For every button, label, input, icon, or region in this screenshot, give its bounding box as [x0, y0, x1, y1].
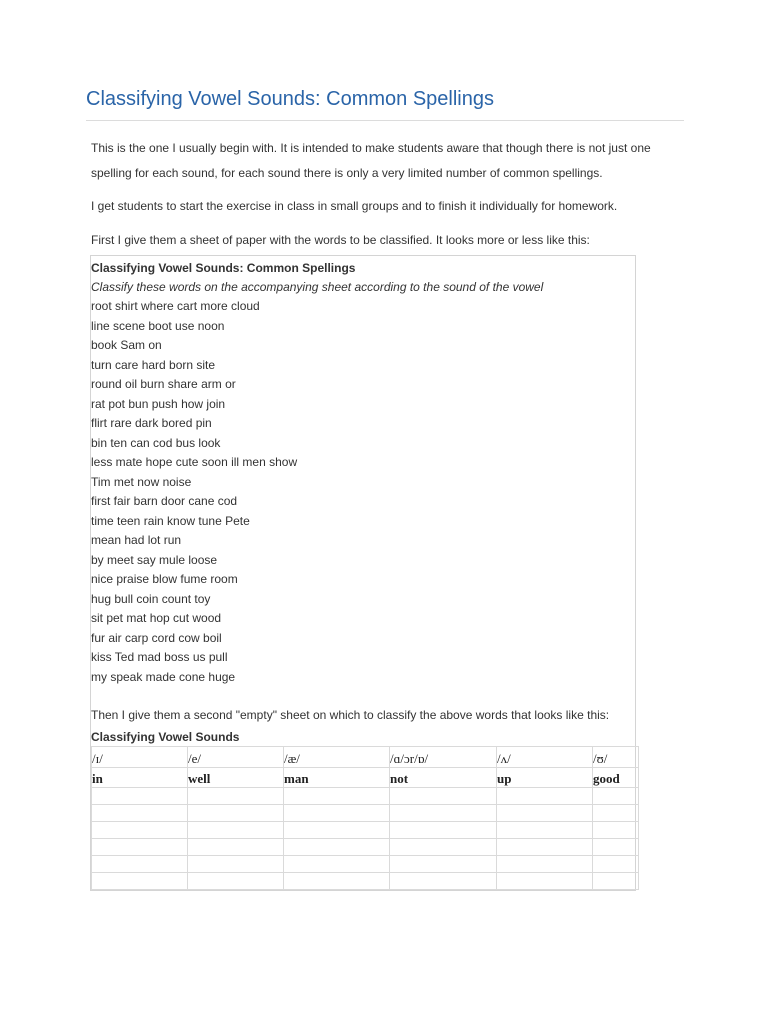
word-line: flirt rare dark bored pin — [91, 416, 212, 430]
word-line: by meet say mule loose — [91, 552, 218, 567]
table-cell — [284, 839, 390, 856]
word-line: my speak made cone huge — [91, 669, 236, 684]
word-line: fur air carp cord cow boil — [91, 630, 222, 645]
table-cell — [390, 873, 497, 890]
ipa-header: /ʌ/ — [497, 747, 593, 768]
table-cell — [593, 856, 639, 873]
key-word: in — [92, 768, 188, 788]
table-row — [92, 822, 639, 839]
word-line: mean had lot run — [91, 533, 182, 547]
key-word: not — [390, 768, 497, 788]
table-cell — [593, 839, 639, 856]
table-cell — [188, 856, 284, 873]
word-line: hug bull coin count toy — [91, 591, 211, 606]
table-cell — [497, 873, 593, 890]
table-cell — [284, 856, 390, 873]
key-word: good — [593, 768, 639, 788]
word-line: Tim met now noise — [91, 474, 192, 489]
table-cell — [92, 788, 188, 805]
intro-paragraph-2: I get students to start the exercise in class in small groups and to finish it individually for homework. — [91, 199, 618, 213]
table-cell — [390, 805, 497, 822]
word-line: less mate hope cute soon ill men show — [91, 455, 298, 469]
table-cell — [92, 873, 188, 890]
table-cell — [284, 873, 390, 890]
word-line: nice praise blow fume room — [91, 572, 238, 586]
key-word: man — [284, 768, 390, 788]
second-sheet-intro: Then I give them a second "empty" sheet on which to classify the above words that looks like this: — [91, 708, 610, 722]
word-line: kiss Ted mad boss us pull — [91, 650, 228, 664]
word-line: rat pot bun push how join — [91, 396, 226, 411]
table-cell — [188, 839, 284, 856]
table-cell — [593, 873, 639, 890]
table-cell — [390, 822, 497, 839]
intro-paragraph-1: This is the one I usually begin with. It is intended to make students aware that though there is not just one spelling for each sound, for each sound there is only a very limited number of common spellings. — [91, 141, 651, 180]
table-cell — [497, 839, 593, 856]
table-cell — [497, 805, 593, 822]
word-line: round oil burn share arm or — [91, 377, 236, 391]
keyword-row — [92, 768, 639, 788]
table-cell — [593, 822, 639, 839]
table-cell — [92, 839, 188, 856]
table-cell — [497, 822, 593, 839]
table-cell — [497, 856, 593, 873]
table-cell — [593, 805, 639, 822]
sheet-content — [91, 259, 635, 687]
table-cell — [390, 856, 497, 873]
ipa-header: /ʊ/ — [593, 747, 639, 768]
word-line: time teen rain know tune Pete — [91, 513, 250, 528]
table-title: Classifying Vowel Sounds — [91, 730, 240, 744]
table-cell — [284, 788, 390, 805]
word-line: turn care hard born site — [91, 357, 216, 372]
word-line: first fair barn door cane cod — [91, 494, 238, 508]
word-line: sit pet mat hop cut wood — [91, 611, 222, 625]
table-row — [92, 839, 639, 856]
table-row — [92, 873, 639, 890]
table-cell — [390, 788, 497, 805]
ipa-header: /ɑ/ɔr/ɒ/ — [390, 747, 497, 768]
table-cell — [497, 788, 593, 805]
key-word: up — [497, 768, 593, 788]
ipa-header: /æ/ — [284, 747, 390, 768]
table-cell — [284, 822, 390, 839]
sheet-instruction: Classify these words on the accompanying sheet according to the sound of the vowel — [91, 280, 544, 294]
table-row — [92, 856, 639, 873]
table-cell — [188, 873, 284, 890]
vowel-classification-table — [91, 746, 639, 890]
empty-rows — [92, 788, 639, 890]
table-cell — [188, 822, 284, 839]
word-line: root shirt where cart more cloud — [91, 299, 260, 313]
ipa-header: /e/ — [188, 747, 284, 768]
table-cell — [92, 805, 188, 822]
word-line: bin ten can cod bus look — [91, 435, 221, 450]
intro-paragraph-3: First I give them a sheet of paper with the words to be classified. It looks more or less like this: — [91, 233, 590, 247]
page-title: Classifying Vowel Sounds: Common Spellings — [86, 88, 494, 110]
example-sheet — [90, 255, 636, 891]
table-cell — [92, 856, 188, 873]
word-line: line scene boot use noon — [91, 318, 225, 333]
ipa-header: /ɪ/ — [92, 747, 188, 768]
table-row — [92, 805, 639, 822]
word-list — [91, 297, 635, 687]
title-divider — [86, 120, 684, 121]
table-cell — [188, 805, 284, 822]
table-cell — [593, 788, 639, 805]
table-row — [92, 788, 639, 805]
ipa-header-row — [92, 747, 639, 768]
table-cell — [284, 805, 390, 822]
table-cell — [92, 822, 188, 839]
word-line: book Sam on — [91, 338, 162, 352]
table-cell — [390, 839, 497, 856]
table-cell — [188, 788, 284, 805]
key-word: well — [188, 768, 284, 788]
sheet-title: Classifying Vowel Sounds: Common Spellings — [91, 261, 356, 275]
